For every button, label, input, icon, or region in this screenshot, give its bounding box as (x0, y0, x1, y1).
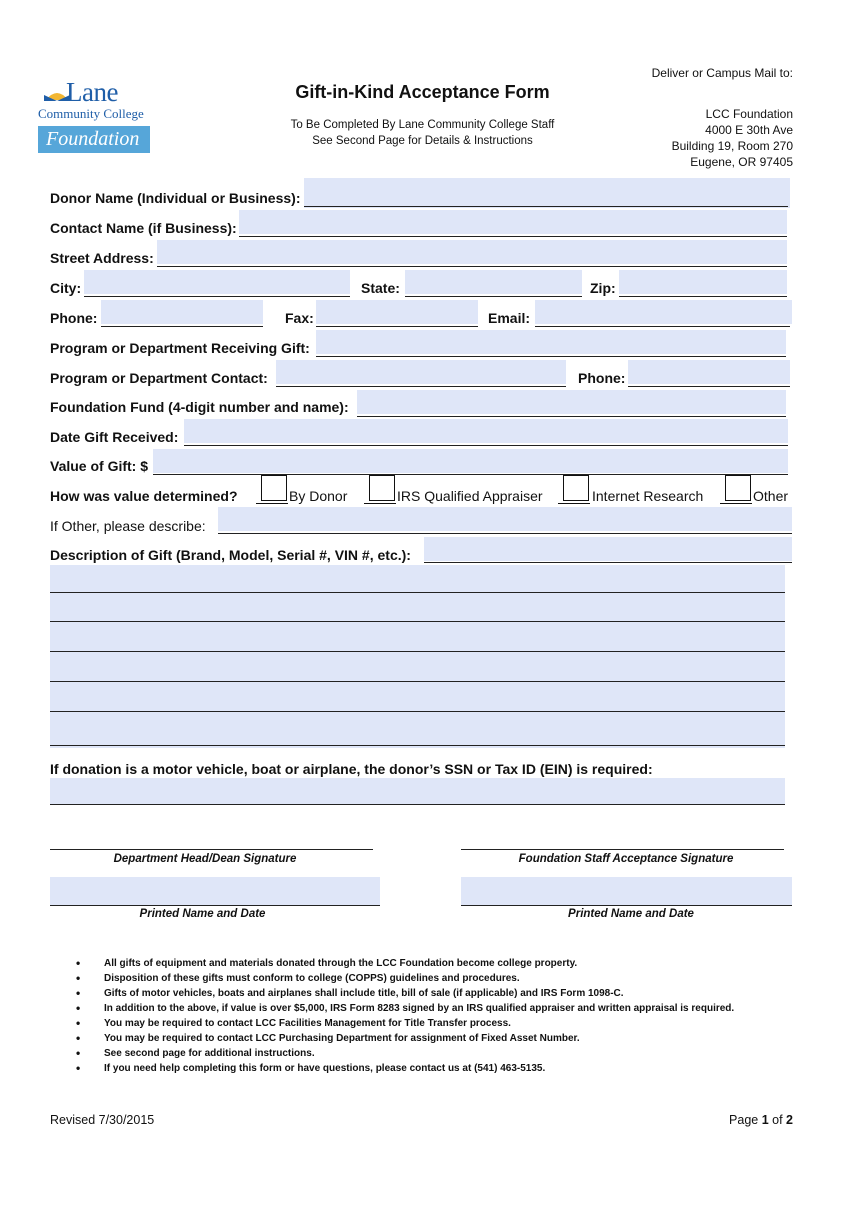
zip-input[interactable] (619, 270, 787, 294)
page-mid: of (768, 1113, 787, 1127)
state-underline (405, 296, 582, 297)
other-describe-underline (218, 533, 792, 534)
date-received-label: Date Gift Received: (50, 429, 179, 445)
revised-date: Revised 7/30/2015 (50, 1113, 155, 1127)
state-label: State: (361, 280, 400, 296)
foundation-staff-signature-caption: Foundation Staff Acceptance Signature (518, 853, 734, 865)
contact-name-input[interactable] (239, 210, 787, 234)
internet-research-underline (558, 503, 590, 504)
other-describe-input[interactable] (218, 507, 792, 531)
donor-name-underline (304, 206, 788, 207)
note-item: • You may be required to contact LCC Facilities Management for Title Transfer process. (72, 1016, 734, 1031)
email-label: Email: (488, 310, 531, 326)
description-line-1 (50, 592, 785, 593)
description-line-4 (50, 681, 785, 682)
zip-underline (619, 296, 787, 297)
logo-foundation-text: Foundation (46, 128, 140, 150)
description-header-input[interactable] (424, 537, 792, 561)
contact-phone-label: Phone: (578, 370, 626, 386)
description-label: Description of Gift (Brand, Model, Serial #, VIN #, etc.): (50, 547, 411, 563)
logo-lane-text: Lane (66, 77, 118, 107)
state-input[interactable] (405, 270, 582, 294)
other-label: Other (753, 488, 789, 504)
form-subtitle-1: To Be Completed By Lane Community College Staff (290, 119, 555, 131)
other-checkbox[interactable] (725, 475, 751, 501)
mail-heading: Deliver or Campus Mail to: (651, 66, 793, 80)
fund-input[interactable] (357, 390, 786, 414)
other-underline (720, 503, 752, 504)
mail-line-1: LCC Foundation (705, 107, 793, 121)
note-item: • Gifts of motor vehicles, boats and airplanes shall include title, bill of sale (if applicable) and IRS Form 1098-C. (72, 986, 734, 1001)
email-input[interactable] (535, 300, 792, 324)
program-input[interactable] (316, 330, 786, 354)
page-current: 1 (761, 1113, 769, 1127)
donor-name-label: Donor Name (Individual or Business): (50, 190, 301, 206)
dept-head-signature-caption: Department Head/Dean Signature (113, 853, 297, 865)
other-describe-label: If Other, please describe: (50, 518, 206, 534)
description-line-5 (50, 711, 785, 712)
phone-label: Phone: (50, 310, 98, 326)
how-value-label: How was value determined? (50, 488, 238, 504)
street-address-label: Street Address: (50, 250, 154, 266)
printed-name-right-input[interactable] (461, 877, 792, 905)
note-item: • If you need help completing this form or have questions, please contact us at (541) 463-5135. (72, 1061, 734, 1076)
dept-head-signature-line[interactable] (50, 849, 373, 850)
note-item: • You may be required to contact LCC Purchasing Department for assignment of Fixed Asset Number. (72, 1031, 734, 1046)
program-label: Program or Department Receiving Gift: (50, 340, 310, 356)
ssn-ein-input[interactable] (50, 778, 785, 804)
date-received-underline (184, 445, 788, 446)
vehicle-ssn-label: If donation is a motor vehicle, boat or airplane, the donor’s SSN or Tax ID (EIN) is required: (50, 761, 653, 777)
program-contact-input[interactable] (276, 360, 566, 384)
logo-college-text: Community College (38, 106, 144, 121)
donor-name-input[interactable] (304, 178, 790, 208)
foundation-staff-signature-line[interactable] (461, 849, 784, 850)
description-line-3 (50, 651, 785, 652)
contact-phone-underline (628, 386, 790, 387)
street-address-input[interactable] (157, 240, 787, 264)
mail-line-4: Eugene, OR 97405 (690, 155, 793, 169)
contact-name-underline (239, 236, 787, 237)
city-underline (84, 296, 350, 297)
ssn-ein-underline (50, 804, 785, 805)
irs-appraiser-label: IRS Qualified Appraiser (397, 488, 543, 504)
description-header-underline (424, 562, 792, 563)
street-address-underline (157, 266, 787, 267)
note-item: • Disposition of these gifts must conform to college (COPPS) guidelines and procedures. (72, 971, 734, 986)
program-contact-label: Program or Department Contact: (50, 370, 268, 386)
internet-research-checkbox[interactable] (563, 475, 589, 501)
irs-appraiser-checkbox[interactable] (369, 475, 395, 501)
mail-line-3: Building 19, Room 270 (671, 139, 793, 153)
mail-line-2: 4000 E 30th Ave (705, 123, 793, 137)
note-item: • In addition to the above, if value is over $5,000, IRS Form 8283 signed by an IRS qualified appraiser and written appraisal is required. (72, 1001, 734, 1016)
by-donor-checkbox[interactable] (261, 475, 287, 501)
date-received-input[interactable] (184, 419, 788, 443)
form-subtitle-2: See Second Page for Details & Instructions (312, 135, 533, 147)
printed-name-right-caption: Printed Name and Date (568, 908, 694, 920)
contact-name-label: Contact Name (if Business): (50, 220, 237, 236)
fax-underline (316, 326, 478, 327)
page-number (729, 1113, 793, 1127)
zip-label: Zip: (590, 280, 616, 296)
fax-label: Fax: (285, 310, 314, 326)
printed-name-left-underline (50, 905, 380, 906)
program-contact-underline (276, 386, 566, 387)
fax-input[interactable] (316, 300, 478, 324)
value-input[interactable] (153, 449, 788, 473)
internet-research-label: Internet Research (592, 488, 704, 504)
email-underline (535, 326, 790, 327)
note-item: • All gifts of equipment and materials donated through the LCC Foundation become college property. (72, 956, 734, 971)
printed-name-right-underline (461, 905, 792, 906)
value-underline (153, 474, 788, 475)
contact-phone-input[interactable] (628, 360, 790, 384)
irs-appraiser-underline (364, 503, 396, 504)
fund-label: Foundation Fund (4-digit number and name): (50, 399, 349, 415)
phone-underline (101, 326, 263, 327)
page-prefix: Page (729, 1113, 762, 1127)
fund-underline (357, 416, 786, 417)
value-label: Value of Gift: $ (50, 458, 149, 474)
note-item: • See second page for additional instructions. (72, 1046, 734, 1061)
printed-name-left-input[interactable] (50, 877, 380, 905)
description-line-6 (50, 745, 785, 746)
phone-input[interactable] (101, 300, 263, 324)
lcc-foundation-logo (38, 76, 158, 156)
city-label: City: (50, 280, 82, 296)
city-input[interactable] (84, 270, 350, 294)
notes-list (72, 956, 734, 1076)
page-total: 2 (786, 1113, 793, 1127)
printed-name-left-caption: Printed Name and Date (139, 908, 266, 920)
program-underline (316, 356, 786, 357)
by-donor-label: By Donor (289, 488, 348, 504)
description-line-2 (50, 621, 785, 622)
form-title: Gift-in-Kind Acceptance Form (295, 82, 550, 102)
by-donor-underline (256, 503, 288, 504)
